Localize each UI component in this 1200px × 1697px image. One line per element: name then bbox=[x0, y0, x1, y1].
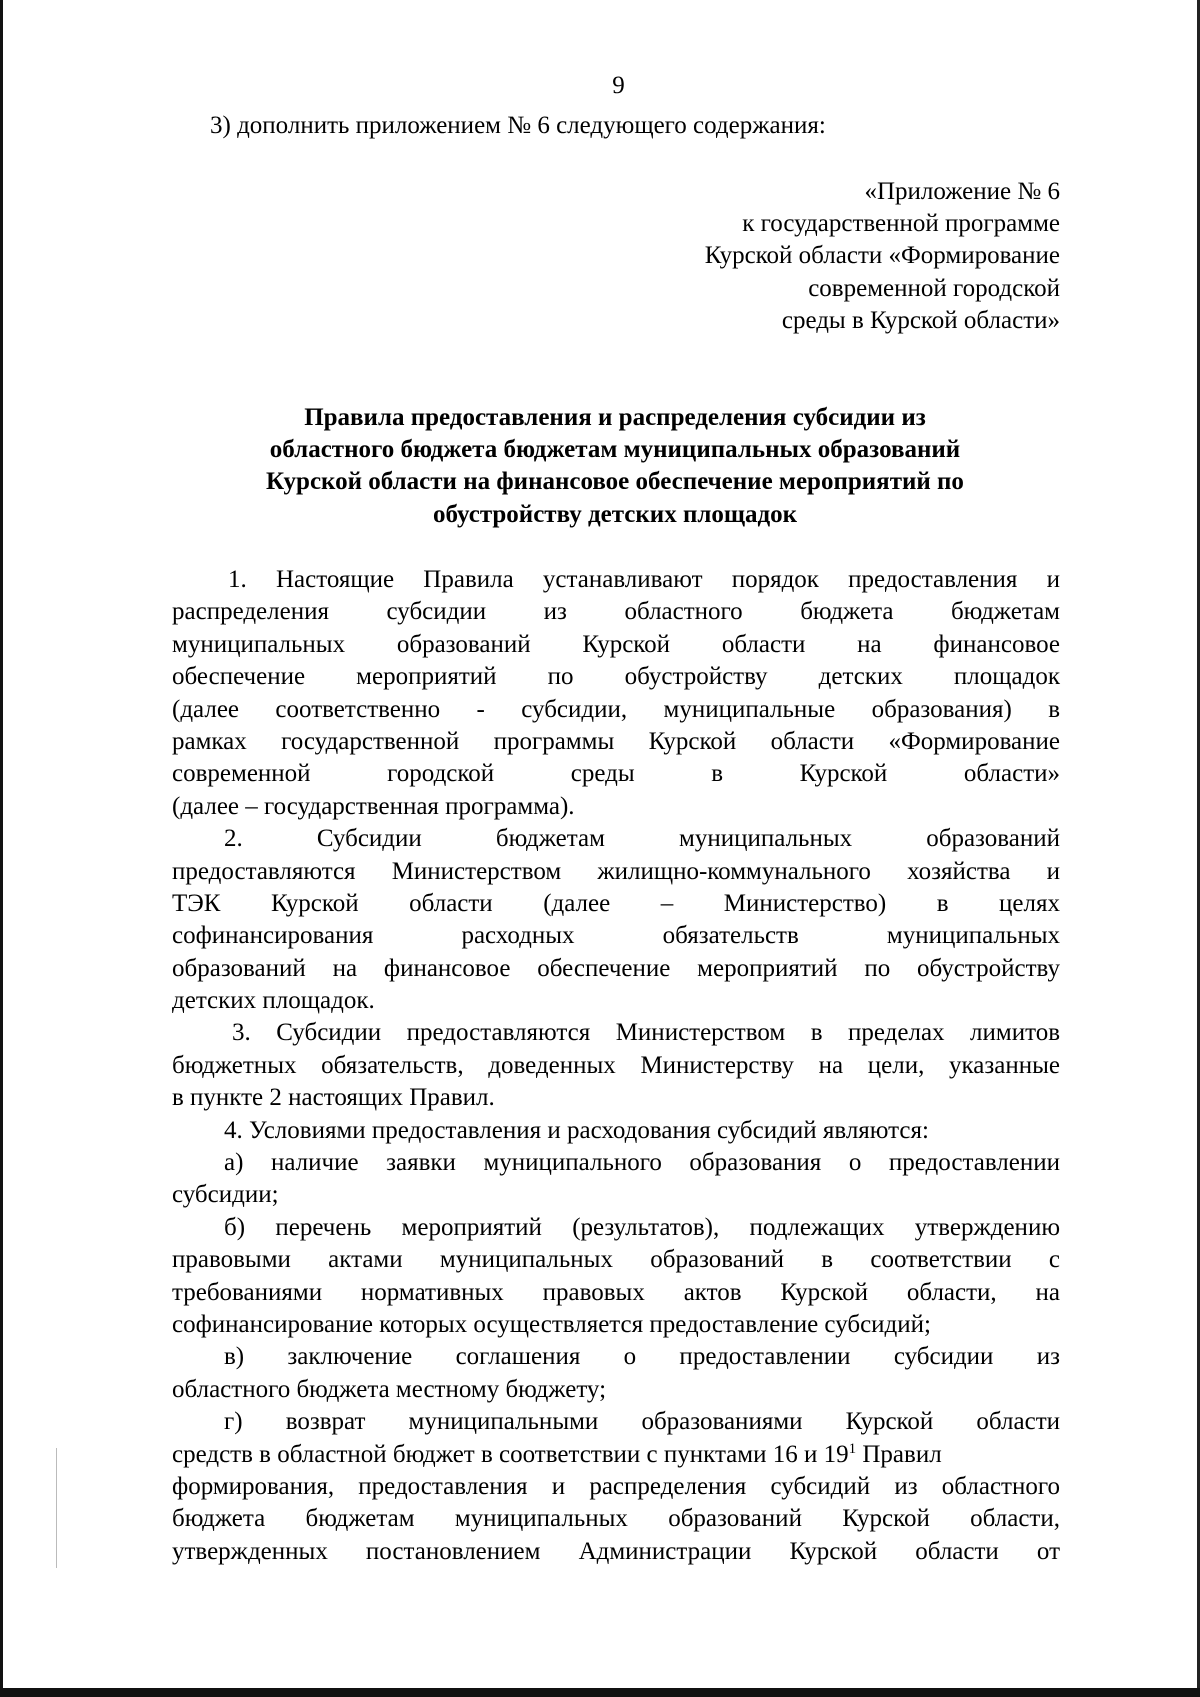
body-line-text: софинансирования расходных обязательств муниципальных bbox=[172, 922, 1060, 950]
body-line-text: в) заключение соглашения о предоставлении субсидии из bbox=[224, 1343, 1060, 1371]
scan-artifact-line bbox=[56, 1448, 57, 1568]
body-line bbox=[172, 1503, 1060, 1535]
appendix-header-line: Курской области «Формирование bbox=[704, 242, 1060, 270]
body-line-text: софинансирование которых осуществляется предоставление субсидий; bbox=[172, 1310, 931, 1338]
body-line bbox=[172, 564, 1060, 596]
footnote-superscript: 1 bbox=[848, 1440, 857, 1457]
appendix-header-line: к государственной программе bbox=[742, 210, 1060, 238]
body-line-text: (далее – государственная программа). bbox=[172, 792, 575, 820]
body-line-text: бюджетных обязательств, доведенных Министерству на цели, указанные bbox=[172, 1051, 1060, 1079]
body-line bbox=[172, 1147, 1060, 1179]
body-line bbox=[172, 1050, 1060, 1082]
body-line bbox=[172, 1082, 1060, 1114]
body-line-text: ТЭК Курской области (далее – Министерство) в целях bbox=[172, 889, 1060, 917]
body-line-text: утвержденных постановлением Администрации Курской области от bbox=[172, 1537, 1060, 1565]
body-line bbox=[172, 694, 1060, 726]
body-line-text: предоставляются Министерством жилищно-коммунального хозяйства и bbox=[172, 857, 1060, 885]
body-line bbox=[172, 953, 1060, 985]
body-line-text: детских площадок. bbox=[172, 987, 375, 1015]
appendix-header-line: «Приложение № 6 bbox=[864, 178, 1060, 205]
body-line bbox=[172, 629, 1060, 661]
page-number: 9 bbox=[612, 72, 625, 99]
body-line bbox=[172, 856, 1060, 888]
body-line bbox=[172, 1309, 1060, 1341]
body-line-text: распределения субсидии из областного бюджета бюджетам bbox=[172, 598, 1060, 626]
body-line bbox=[172, 888, 1060, 920]
body-line bbox=[172, 1212, 1060, 1244]
body-line bbox=[172, 1341, 1060, 1373]
body-line-text: (далее соответственно - субсидии, муниципальные образования) в bbox=[172, 695, 1060, 723]
body-line-text: обеспечение мероприятий по обустройству детских площадок bbox=[172, 663, 1060, 691]
body-line bbox=[172, 1017, 1060, 1049]
body-line-text: областного бюджета местному бюджету; bbox=[172, 1375, 607, 1403]
body-line bbox=[172, 1536, 1060, 1568]
body-line-text-after: Правил bbox=[856, 1440, 942, 1468]
body-line-text: современной городской среды в Курской области» bbox=[172, 760, 1060, 788]
body-line bbox=[172, 1244, 1060, 1276]
body-line-text: требованиями нормативных правовых актов Курской области, на bbox=[172, 1278, 1060, 1306]
body-line-text: рамках государственной программы Курской области «Формирование bbox=[172, 727, 1060, 755]
title-line: Правила предоставления и распределения субсидии из bbox=[304, 404, 926, 431]
body-line bbox=[172, 823, 1060, 855]
body-line bbox=[172, 661, 1060, 693]
body-line-text: б) перечень мероприятий (результатов), подлежащих утверждению bbox=[224, 1213, 1060, 1241]
body-line bbox=[172, 920, 1060, 952]
document-title bbox=[170, 402, 1060, 531]
body-line-text: 3. Субсидии предоставляются Министерством в пределах лимитов bbox=[232, 1019, 1060, 1047]
appendix-header-line: среды в Курской области» bbox=[781, 306, 1060, 334]
body-line bbox=[172, 1115, 1060, 1147]
body-line-text: средств в областной бюджет в соответствии с пунктами 16 и 19 bbox=[172, 1440, 849, 1468]
appendix-header-line: современной городской bbox=[808, 274, 1060, 302]
body-line-text: 2. Субсидии бюджетам муниципальных образований bbox=[224, 825, 1060, 853]
title-line: Курской области на финансовое обеспечение мероприятий по bbox=[266, 468, 964, 496]
body-line-text: 1. Настоящие Правила устанавливают порядок предоставления и bbox=[228, 566, 1060, 593]
body-line bbox=[172, 1374, 1060, 1406]
body-line-text: бюджета бюджетам муниципальных образований Курской области, bbox=[172, 1505, 1060, 1533]
body-line bbox=[172, 1277, 1060, 1309]
title-line: областного бюджета бюджетам муниципальных образований bbox=[269, 436, 961, 464]
body-line-text: в пункте 2 настоящих Правил. bbox=[172, 1084, 495, 1112]
body-line bbox=[172, 985, 1060, 1017]
title-line: обустройству детских площадок bbox=[432, 500, 798, 528]
appendix-header bbox=[360, 176, 1060, 337]
body-line bbox=[172, 596, 1060, 628]
body-line bbox=[172, 1406, 1060, 1438]
body-line-text: субсидии; bbox=[172, 1181, 279, 1209]
body-line bbox=[172, 1439, 1060, 1471]
body-line bbox=[172, 791, 1060, 823]
body-line-text: образований на финансовое обеспечение мероприятий по обустройству bbox=[172, 954, 1060, 982]
body-line bbox=[172, 1471, 1060, 1503]
body-line bbox=[172, 1179, 1060, 1211]
body-line-text: муниципальных образований Курской области на финансовое bbox=[172, 630, 1060, 658]
document-body bbox=[172, 564, 1060, 1568]
body-line-text: г) возврат муниципальными образованиями Курской области bbox=[224, 1408, 1060, 1436]
body-line bbox=[172, 726, 1060, 758]
body-line-text: 4. Условиями предоставления и расходования субсидий являются: bbox=[224, 1116, 929, 1144]
body-line-text: а) наличие заявки муниципального образования о предоставлении bbox=[224, 1149, 1060, 1177]
intro-paragraph: 3) дополнить приложением № 6 следующего содержания: bbox=[210, 112, 826, 139]
body-line-text: формирования, предоставления и распределения субсидий из областного bbox=[172, 1472, 1060, 1500]
body-line bbox=[172, 758, 1060, 790]
scan-border-left bbox=[0, 0, 3, 1697]
body-line-text: правовыми актами муниципальных образований в соответствии с bbox=[172, 1246, 1060, 1274]
scan-border-bottom bbox=[0, 1688, 1200, 1697]
